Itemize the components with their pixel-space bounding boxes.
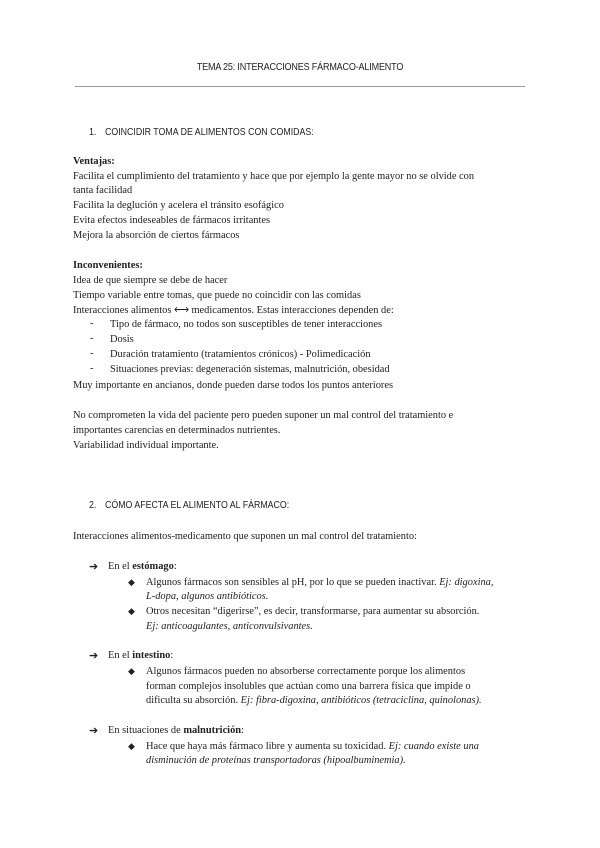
diamond-bullet-icon: ◆ (128, 741, 135, 751)
section-2-number: 2. (89, 499, 97, 511)
bullet-item-cont: Ej: anticoagulantes, anticonvulsivantes. (146, 621, 313, 632)
diamond-bullet-icon: ◆ (128, 577, 135, 587)
paragraph-line: No comprometen la vida del paciente pero pueden suponer un mal control del tratamiento e (73, 410, 454, 421)
section-1-number: 1. (89, 126, 97, 138)
dash-item: Tipo de fármaco, no todos son susceptibles de tener interacciones (110, 319, 383, 330)
inconvenientes-line: Interacciones alimentos ⟷ medicamentos. Estas interacciones dependen de: (73, 305, 394, 316)
bullet-item: Otros necesitan “digerirse”, es decir, transformarse, para aumentar su absorción. (146, 606, 480, 617)
dash-marker: - (90, 363, 94, 374)
dash-marker: - (90, 318, 94, 329)
ventajas-label: Ventajas: (73, 156, 115, 167)
section-1-heading (89, 126, 314, 138)
diamond-bullet-icon: ◆ (128, 666, 135, 676)
paragraph-line: importantes carencias en determinados nutrientes. (73, 425, 281, 436)
bullet-item-cont: dificulta su absorción. Ej: fibra-digoxina, antibióticos (tetraciclina, quinolonas). (146, 695, 482, 706)
arrow-right-icon: ➔ (89, 725, 99, 737)
dash-item: Dosis (110, 334, 134, 345)
arrow-item-intestino: En el intestino: (108, 650, 174, 661)
ventajas-line: Facilita la deglución y acelera el tránsito esofágico (73, 200, 284, 211)
bullet-item: Hace que haya más fármaco libre y aumenta su toxicidad. Ej: cuando existe una (146, 741, 479, 752)
section-2-intro: Interacciones alimentos-medicamento que suponen un mal control del tratamiento: (73, 531, 417, 542)
dash-marker: - (90, 333, 94, 344)
bullet-item: Algunos fármacos son sensibles al pH, por lo que se pueden inactivar. Ej: digoxina, (146, 577, 494, 588)
page-title: TEMA 25: INTERACCIONES FÁRMACO-ALIMENTO (196, 61, 404, 73)
arrow-item-estomago: En el estómago: (108, 561, 177, 572)
ventajas-line: Facilita el cumplimiento del tratamiento y hace que por ejemplo la gente mayor no se olvide con (73, 171, 475, 182)
bullet-item-cont: L-dopa, algunos antibióticos. (146, 591, 269, 602)
ventajas-line: Evita efectos indeseables de fármacos irritantes (73, 215, 271, 226)
title-divider (75, 86, 525, 87)
arrow-right-icon: ➔ (89, 650, 99, 662)
inconvenientes-line: Idea de que siempre se debe de hacer (73, 275, 228, 286)
bullet-item-cont: forman complejos insolubles que actúan como una barrera física que impide o (146, 681, 471, 692)
section-2-title: CÓMO AFECTA EL ALIMENTO AL FÁRMACO: (104, 499, 290, 511)
inconvenientes-label: Inconvenientes: (73, 260, 143, 271)
arrow-right-icon: ➔ (89, 561, 99, 573)
section-1-title: COINCIDIR TOMA DE ALIMENTOS CON COMIDAS: (104, 126, 314, 138)
dash-item: Situaciones previas: degeneración sistemas, malnutrición, obesidad (110, 364, 390, 375)
inconvenientes-note: Muy importante en ancianos, donde pueden darse todos los puntos anteriores (73, 380, 394, 391)
paragraph-line: Variabilidad individual importante. (73, 440, 219, 451)
dash-marker: - (90, 348, 94, 359)
section-2-heading (89, 499, 289, 511)
bullet-item-cont: disminución de proteínas transportadoras (hipoalbuminemia). (146, 755, 406, 766)
bullet-item: Algunos fármacos pueden no absorberse correctamente porque los alimentos (146, 666, 466, 677)
ventajas-line: tanta facilidad (73, 185, 133, 196)
inconvenientes-line: Tiempo variable entre tomas, que puede no coincidir con las comidas (73, 290, 361, 301)
ventajas-line: Mejora la absorción de ciertos fármacos (73, 230, 240, 241)
dash-item: Duración tratamiento (tratamientos crónicos) - Polimedicación (110, 349, 371, 360)
diamond-bullet-icon: ◆ (128, 606, 135, 616)
arrow-item-malnutricion: En situaciones de malnutrición: (108, 725, 244, 736)
